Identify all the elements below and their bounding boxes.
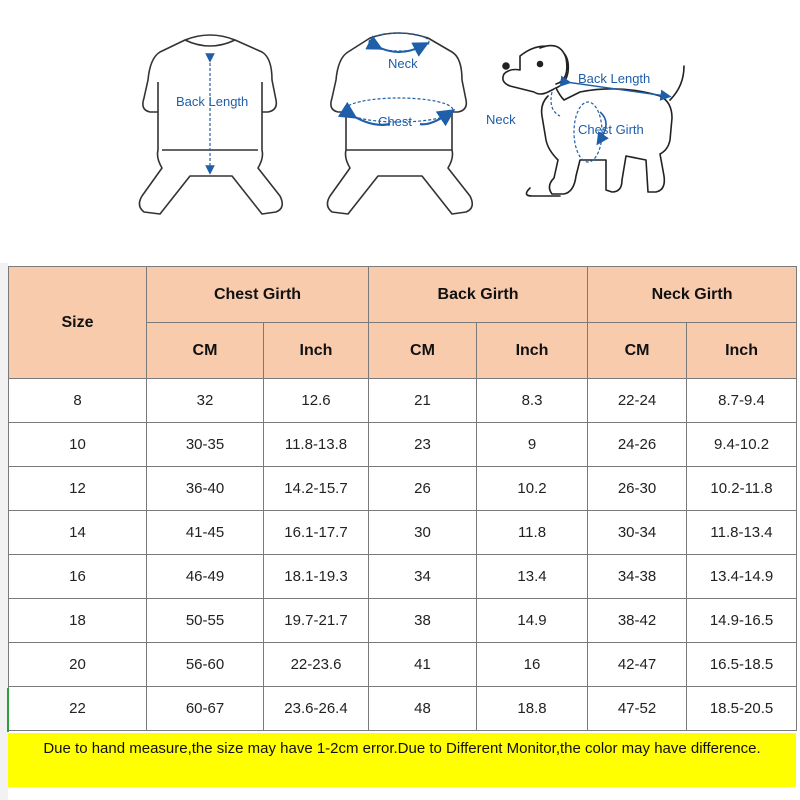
- chest-inch-cell: 22-23.6: [264, 643, 369, 687]
- neck-label: Neck: [388, 56, 418, 71]
- back-length-label: Back Length: [176, 94, 249, 109]
- table-row: [9, 687, 797, 731]
- size-cell: 22: [9, 687, 147, 731]
- chest-cm-cell: 56-60: [147, 643, 264, 687]
- neck-inch-cell: 18.5-20.5: [687, 687, 797, 731]
- back-cm-cell: 41: [369, 643, 477, 687]
- chest-inch-header: Inch: [264, 323, 369, 379]
- chest-inch-cell: 14.2-15.7: [264, 467, 369, 511]
- size-cell: 10: [9, 423, 147, 467]
- neck-inch-cell: 16.5-18.5: [687, 643, 797, 687]
- chest-inch-cell: 23.6-26.4: [264, 687, 369, 731]
- neck-cm-cell: 30-34: [588, 511, 687, 555]
- neck-cm-cell: 22-24: [588, 379, 687, 423]
- back-cm-cell: 38: [369, 599, 477, 643]
- back-cm-cell: 21: [369, 379, 477, 423]
- neck-inch-header: Inch: [687, 323, 797, 379]
- back-inch-cell: 11.8: [477, 511, 588, 555]
- cell-selection-marker: [7, 688, 9, 732]
- back-girth-header: Back Girth: [369, 267, 588, 323]
- back-inch-cell: 8.3: [477, 379, 588, 423]
- table-row: [9, 643, 797, 687]
- neck-inch-cell: 13.4-14.9: [687, 555, 797, 599]
- table-row: [9, 467, 797, 511]
- measurement-notice: Due to hand measure,the size may have 1-2cm error.Due to Different Monitor,the color may have difference.: [8, 733, 796, 787]
- neck-inch-cell: 10.2-11.8: [687, 467, 797, 511]
- size-header: Size: [9, 267, 147, 379]
- dog-neck-label: Neck: [486, 112, 516, 127]
- chest-inch-cell: 16.1-17.7: [264, 511, 369, 555]
- chest-inch-cell: 11.8-13.8: [264, 423, 369, 467]
- chest-inch-cell: 18.1-19.3: [264, 555, 369, 599]
- table-row: [9, 379, 797, 423]
- neck-cm-cell: 34-38: [588, 555, 687, 599]
- back-cm-cell: 34: [369, 555, 477, 599]
- dog-back-length-label: Back Length: [578, 71, 651, 86]
- table-row: [9, 555, 797, 599]
- table-row: [9, 599, 797, 643]
- table-row: [9, 423, 797, 467]
- neck-cm-header: CM: [588, 323, 687, 379]
- neck-cm-cell: 47-52: [588, 687, 687, 731]
- back-inch-cell: 13.4: [477, 555, 588, 599]
- back-inch-cell: 10.2: [477, 467, 588, 511]
- back-cm-cell: 48: [369, 687, 477, 731]
- dog-chest-girth-label: Chest Girth: [578, 122, 644, 137]
- chest-cm-cell: 41-45: [147, 511, 264, 555]
- table-header-row-groups: [9, 267, 797, 323]
- chest-cm-cell: 32: [147, 379, 264, 423]
- size-cell: 18: [9, 599, 147, 643]
- chest-cm-header: CM: [147, 323, 264, 379]
- chest-cm-cell: 46-49: [147, 555, 264, 599]
- size-cell: 8: [9, 379, 147, 423]
- back-inch-cell: 18.8: [477, 687, 588, 731]
- neck-inch-cell: 14.9-16.5: [687, 599, 797, 643]
- chest-label: Chest: [378, 114, 412, 129]
- chest-cm-cell: 60-67: [147, 687, 264, 731]
- neck-inch-cell: 9.4-10.2: [687, 423, 797, 467]
- back-inch-header: Inch: [477, 323, 588, 379]
- neck-girth-header: Neck Girth: [588, 267, 797, 323]
- table-row: [9, 511, 797, 555]
- measurement-illustrations: [0, 0, 800, 258]
- chest-inch-cell: 12.6: [264, 379, 369, 423]
- size-cell: 14: [9, 511, 147, 555]
- back-cm-cell: 23: [369, 423, 477, 467]
- chest-girth-header: Chest Girth: [147, 267, 369, 323]
- back-cm-cell: 30: [369, 511, 477, 555]
- neck-cm-cell: 24-26: [588, 423, 687, 467]
- neck-cm-cell: 38-42: [588, 599, 687, 643]
- size-cell: 12: [9, 467, 147, 511]
- chest-inch-cell: 19.7-21.7: [264, 599, 369, 643]
- back-inch-cell: 14.9: [477, 599, 588, 643]
- chest-cm-cell: 50-55: [147, 599, 264, 643]
- back-cm-header: CM: [369, 323, 477, 379]
- neck-inch-cell: 11.8-13.4: [687, 511, 797, 555]
- back-inch-cell: 9: [477, 423, 588, 467]
- garment-back-view: [139, 35, 282, 214]
- chest-cm-cell: 36-40: [147, 467, 264, 511]
- measurement-diagram: [0, 0, 800, 258]
- size-chart-table: [8, 266, 797, 731]
- chest-cm-cell: 30-35: [147, 423, 264, 467]
- back-cm-cell: 26: [369, 467, 477, 511]
- neck-cm-cell: 42-47: [588, 643, 687, 687]
- neck-inch-cell: 8.7-9.4: [687, 379, 797, 423]
- back-inch-cell: 16: [477, 643, 588, 687]
- size-cell: 20: [9, 643, 147, 687]
- dog-illustration: [503, 46, 684, 196]
- size-cell: 16: [9, 555, 147, 599]
- neck-cm-cell: 26-30: [588, 467, 687, 511]
